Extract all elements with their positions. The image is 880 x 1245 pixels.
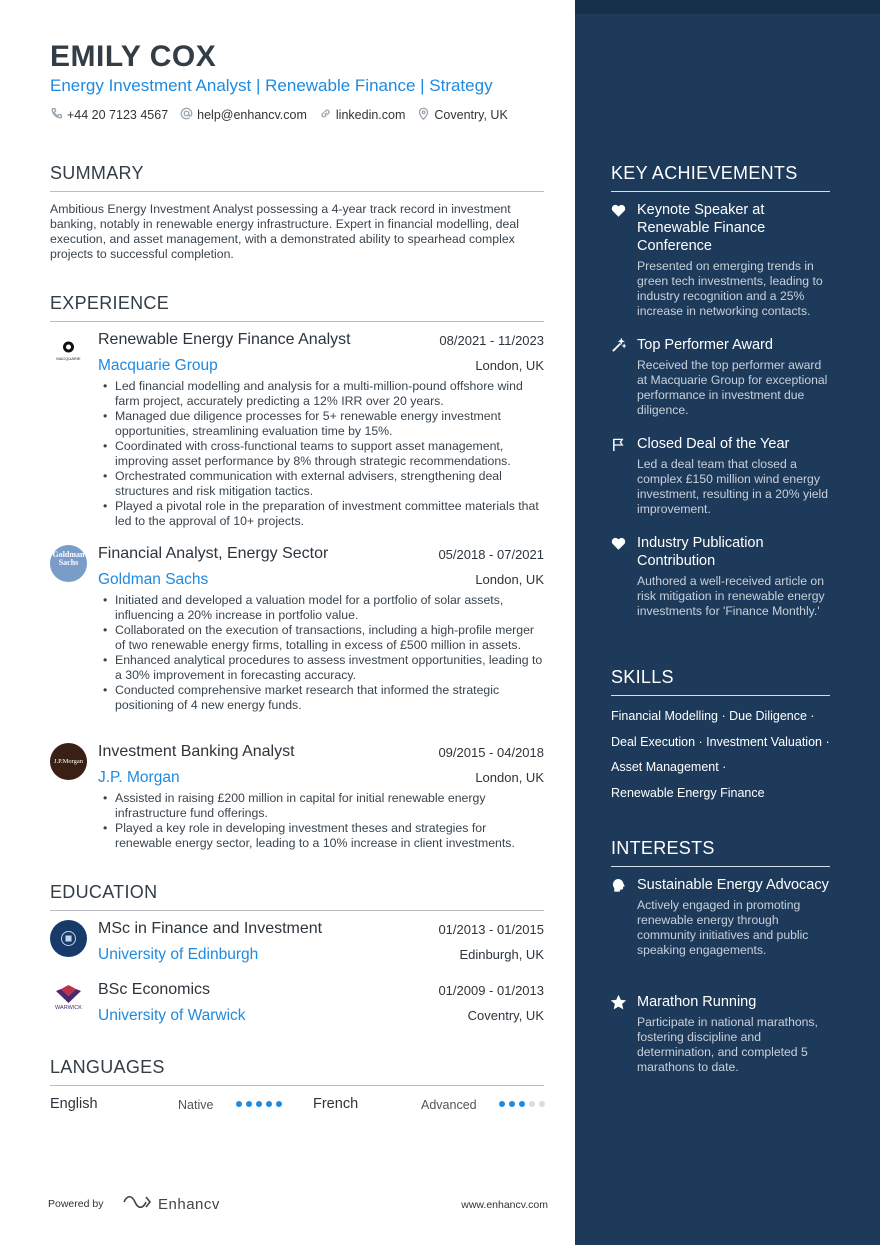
footer-website[interactable]: www.enhancv.com — [461, 1199, 548, 1211]
job-bullet: • Conducted comprehensive market research that informed the strategic positioning of 4 new energy funds. — [98, 683, 544, 713]
degree-title: BSc Economics — [98, 981, 211, 998]
skill-line: Renewable Energy Finance — [611, 785, 765, 800]
footer — [48, 1196, 548, 1216]
goldman-logo-text: Goldman Sachs — [52, 549, 85, 567]
language-level-english: Native — [178, 1098, 214, 1112]
languages-divider — [50, 1085, 544, 1086]
achievement-title: Top Performer Award — [637, 337, 773, 353]
macquarie-logo-text: MACQUARIE — [56, 356, 81, 361]
job-location: London, UK — [475, 358, 544, 373]
job-company[interactable]: Macquarie Group — [98, 357, 218, 374]
achievement-item — [611, 336, 833, 418]
job-bullets — [98, 593, 544, 713]
achievements-divider — [611, 191, 830, 192]
job-bullets — [98, 379, 544, 529]
heart-icon — [611, 203, 627, 219]
location-text: Coventry, UK — [434, 108, 508, 122]
achievement-item — [611, 201, 833, 319]
skills-list — [611, 704, 841, 806]
achievement-title: Industry Publication Contribution — [637, 535, 764, 569]
level-dot-empty — [539, 1101, 545, 1107]
skills-divider — [611, 695, 830, 696]
education-heading: EDUCATION — [50, 882, 158, 902]
contact-phone[interactable] — [50, 107, 168, 123]
school-name[interactable]: University of Edinburgh — [98, 946, 259, 963]
level-dot-empty — [529, 1101, 535, 1107]
at-icon — [180, 107, 193, 123]
powered-by-label: Powered by — [48, 1198, 104, 1210]
candidate-tagline: Energy Investment Analyst | Renewable Finance | Strategy — [50, 76, 493, 95]
achievement-item — [611, 534, 833, 619]
interest-title: Marathon Running — [637, 994, 757, 1010]
warwick-logo — [50, 981, 87, 1018]
interest-item — [611, 993, 833, 1075]
level-dot-filled — [266, 1101, 272, 1107]
linkedin-text: linkedin.com — [335, 108, 406, 122]
achievements-heading: KEY ACHIEVEMENTS — [611, 163, 798, 183]
school-location: Edinburgh, UK — [459, 947, 544, 962]
level-dot-filled — [236, 1101, 242, 1107]
achievement-title: Closed Deal of the Year — [637, 436, 790, 452]
job-company[interactable]: Goldman Sachs — [98, 571, 209, 588]
goldman-sachs-logo — [50, 545, 87, 582]
interest-desc: Actively engaged in promoting renewable energy through community initiatives and public speaking engagements. — [637, 898, 809, 957]
contact-email[interactable] — [180, 107, 307, 123]
level-dot-filled — [519, 1101, 525, 1107]
language-dots-french — [499, 1101, 545, 1107]
skill-line: Financial Modelling · Due Diligence · — [611, 709, 815, 723]
summary-heading: SUMMARY — [50, 163, 144, 183]
edinburgh-crest-icon — [50, 920, 87, 957]
job-location: London, UK — [475, 572, 544, 587]
job-bullet: • Played a pivotal role in the preparation of investment committee materials that led to the approval of 10+ projects. — [98, 499, 544, 529]
skills-heading: SKILLS — [611, 667, 674, 687]
level-dot-filled — [499, 1101, 505, 1107]
job-title: Financial Analyst, Energy Sector — [98, 545, 329, 562]
sidebar-top-bar — [575, 0, 880, 14]
job-bullet: • Collaborated on the execution of transactions, including a high-profile merger of two renewable energy firms, totalling in excess of £500 million in assets. — [98, 623, 544, 653]
magic-wand-icon — [611, 338, 627, 354]
contact-linkedin[interactable] — [319, 107, 405, 123]
language-name-french: French — [313, 1096, 359, 1112]
candidate-name: EMILY COX — [50, 40, 217, 73]
job-bullet: • Led financial modelling and analysis for a multi-million-pound offshore wind farm project, accurately predicting a 12% IRR over 20 years. — [98, 379, 544, 409]
sidebar — [575, 0, 880, 1245]
skill-line: Deal Execution · Investment Valuation · — [611, 734, 830, 749]
summary-divider — [50, 191, 544, 192]
level-dot-filled — [246, 1101, 252, 1107]
flag-icon — [611, 437, 627, 453]
email-text: help@enhancv.com — [197, 108, 307, 122]
link-icon — [319, 107, 332, 123]
achievement-item — [611, 435, 833, 517]
job-title: Investment Banking Analyst — [98, 743, 295, 760]
job-bullet: • Enhanced analytical procedures to assess investment opportunities, leading to a 30% improvement in forecasting accuracy. — [98, 653, 544, 683]
job-bullet: • Played a key role in developing investment theses and strategies for renewable energy sector, leading to a 10% increase in client investments. — [98, 821, 544, 851]
interests-heading: INTERESTS — [611, 838, 715, 858]
languages-heading: LANGUAGES — [50, 1057, 165, 1077]
school-location: Coventry, UK — [467, 1008, 544, 1023]
contact-bar — [50, 107, 508, 123]
interest-desc: Participate in national marathons, fostering discipline and determination, and completed 5 marathons to date. — [637, 1015, 818, 1074]
language-dots-english — [236, 1101, 282, 1107]
jpmorgan-logo — [50, 743, 87, 780]
warwick-logo-text: WARWICK — [55, 1005, 82, 1011]
job-dates: 09/2015 - 04/2018 — [438, 745, 544, 760]
job-location: London, UK — [475, 770, 544, 785]
phone-icon — [50, 107, 63, 123]
level-dot-filled — [276, 1101, 282, 1107]
job-bullet: • Initiated and developed a valuation model for a portfolio of solar assets, influencing a 20% increase in portfolio value. — [98, 593, 544, 623]
interest-title: Sustainable Energy Advocacy — [637, 877, 829, 893]
level-dot-filled — [509, 1101, 515, 1107]
enhancv-brand-text: Enhancv — [158, 1195, 220, 1213]
school-name[interactable]: University of Warwick — [98, 1007, 246, 1024]
achievement-desc: Received the top performer award at Macquarie Group for exceptional performance in investment due diligence. — [637, 358, 828, 417]
degree-title: MSc in Finance and Investment — [98, 920, 323, 937]
language-level-french: Advanced — [421, 1098, 477, 1112]
interest-item — [611, 876, 833, 958]
map-pin-icon — [417, 107, 430, 123]
achievement-title: Keynote Speaker at Renewable Finance Conference — [637, 202, 766, 254]
experience-heading: EXPERIENCE — [50, 293, 170, 313]
contact-location — [417, 107, 507, 123]
enhancv-brand[interactable] — [122, 1194, 220, 1214]
language-name-english: English — [50, 1096, 98, 1112]
star-icon — [611, 995, 627, 1011]
job-bullet: • Orchestrated communication with external advisers, strengthening deal structures and risk mitigation tactics. — [98, 469, 544, 499]
heart-icon — [611, 536, 627, 552]
degree-dates: 01/2013 - 01/2015 — [438, 922, 544, 937]
summary-text: Ambitious Energy Investment Analyst possessing a 4-year track record in investment banking, notably in renewable energy infrastructure. Expert in financial modelling, deal execution, and asset management, with a demonstrated ability to spearhead complex projects to successful completion. — [50, 202, 519, 261]
achievement-desc: Presented on emerging trends in green tech investments, leading to industry recognition and a 25% increase in networking contacts. — [637, 259, 823, 318]
phone-text: +44 20 7123 4567 — [67, 108, 169, 122]
job-dates: 05/2018 - 07/2021 — [438, 547, 544, 562]
brain-icon — [611, 878, 627, 894]
experience-divider — [50, 321, 544, 322]
jpmorgan-logo-text: J.P.Morgan — [53, 758, 84, 765]
job-title: Renewable Energy Finance Analyst — [98, 331, 351, 348]
level-dot-filled — [256, 1101, 262, 1107]
education-divider — [50, 910, 544, 911]
job-company[interactable]: J.P. Morgan — [98, 769, 180, 786]
skill-line: Asset Management · — [611, 760, 727, 774]
achievement-desc: Led a deal team that closed a complex £150 million wind energy investment, resulting in a 20% yield improvement. — [637, 457, 829, 516]
languages-row — [50, 1096, 544, 1116]
interests-divider — [611, 866, 830, 867]
job-bullets — [98, 791, 544, 851]
job-bullet: • Managed due diligence processes for 5+ renewable energy investment opportunities, streamlining evaluation time by 15%. — [98, 409, 544, 439]
achievement-desc: Authored a well-received article on risk mitigation in renewable energy investments for 'Finance Monthly.' — [637, 574, 825, 618]
job-bullet: • Coordinated with cross-functional teams to support asset management, improving asset performance by 8% through strategic recommendations. — [98, 439, 544, 469]
macquarie-logo — [50, 333, 87, 370]
job-bullet: • Assisted in raising £200 million in capital for initial renewable energy infrastructure fund offerings. — [98, 791, 544, 821]
enhancv-logo-icon — [122, 1194, 152, 1214]
job-dates: 08/2021 - 11/2023 — [439, 333, 544, 348]
degree-dates: 01/2009 - 01/2013 — [438, 983, 544, 998]
